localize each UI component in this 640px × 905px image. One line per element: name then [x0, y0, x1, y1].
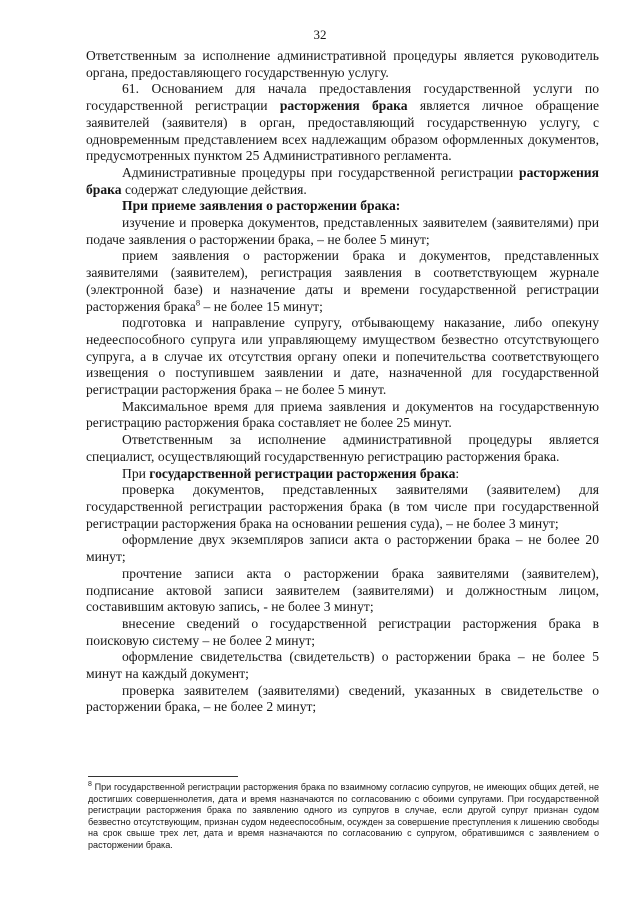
footnote-marker: 8 — [88, 780, 92, 788]
paragraph-text: При — [122, 465, 150, 481]
paragraph-text: Максимальное время для приема заявления и документов на государственную регистрацию расторжения брака составляет не более 25 минут. — [86, 398, 599, 431]
paragraph — [86, 81, 599, 165]
document-body — [86, 48, 599, 716]
paragraph-text: При приеме заявления о расторжении брака: — [122, 198, 401, 214]
paragraph — [86, 315, 599, 399]
paragraph — [86, 215, 599, 248]
paragraph-text: оформление двух экземпляров записи акта о расторжении брака – не более 20 минут; — [86, 532, 599, 565]
paragraph — [86, 683, 599, 716]
paragraph-text: расторжения брака — [86, 164, 599, 197]
paragraph-text: : — [455, 465, 460, 481]
paragraph-text: подготовка и направление супругу, отбывающему наказание, либо опекуну недееспособного супруга или управляющему имуществом безвестно отсутствующего супруга, а в случае их отсутствия органу опеки и попечительства соответствующего извещения о поступившем заявлении и дате, назначенной для государственной регистрации расторжения брака – не более 5 минут. — [86, 315, 599, 398]
paragraph-text: Административные процедуры при государственной регистрации — [122, 164, 520, 180]
paragraph — [86, 165, 599, 198]
footnote-reference: 8 — [195, 297, 201, 308]
paragraph-text: Ответственным за исполнение административной процедуры является руководитель органа, предоставляющего государственную услугу. — [86, 48, 599, 80]
paragraph-text: является личное обращение заявителей (заявителя) в орган, предоставляющий государственную услугу, с одновременным представлением всех надлежащим образом оформленных документов, предусмотренных пунктом 25 Административного регламента. — [86, 98, 600, 164]
paragraph-text: оформление свидетельства (свидетельств) о расторжении брака – не более 5 минут на каждый документ; — [86, 649, 599, 682]
paragraph-text: проверка документов, представленных заявителями (заявителем) для государственной регистрации расторжения брака (в том числе при государственной регистрации расторжения брака на основании решения суда), – не более 3 минут; — [86, 482, 599, 531]
paragraph-text: внесение сведений о государственной регистрации расторжения брака в поисковую систему – не более 2 минут; — [86, 615, 599, 648]
footnote — [88, 782, 599, 852]
footnote-divider — [88, 776, 238, 777]
paragraph — [86, 649, 599, 682]
paragraph-text: прием заявления о расторжении брака и документов, представленных заявителями (заявителем), регистрация заявления в соответствующем журнале (электронной базе) и назначение даты и времени государственной регистрации расторжения брака — [86, 248, 599, 314]
paragraph-text: – не более 15 минут; — [200, 298, 323, 314]
paragraph-text: государственной регистрации расторжения брака — [149, 465, 456, 481]
paragraph — [86, 566, 599, 616]
paragraph-text: расторжения брака — [279, 98, 408, 114]
paragraph-text: изучение и проверка документов, представленных заявителем (заявителями) при подаче заявления о расторжении брака, – не более 5 минут; — [86, 215, 599, 247]
paragraph — [86, 399, 599, 432]
paragraph-text: содержат следующие действия. — [121, 181, 307, 197]
paragraph — [86, 248, 599, 315]
paragraph — [86, 532, 599, 565]
paragraph-text: проверка заявителем (заявителями) сведений, указанных в свидетельстве о расторжении брака, – не более 2 минут; — [86, 682, 599, 715]
paragraph — [86, 432, 599, 465]
paragraph-text: 61. Основанием для начала предоставления государственной услуги по государственной регистрации — [86, 81, 599, 114]
paragraph — [86, 48, 599, 81]
paragraph-text: прочтение записи акта о расторжении брака заявителями (заявителем), подписание актовой записи заявителем (заявителями) и должностным лицом, составившим актовую запись, - не более 3 минут; — [86, 565, 599, 615]
paragraph — [86, 466, 599, 483]
paragraph — [86, 616, 599, 649]
paragraph — [86, 482, 599, 532]
paragraph-text: Ответственным за исполнение административной процедуры является специалист, осуществляющий государственную регистрацию расторжения брака. — [86, 432, 599, 464]
paragraph — [86, 198, 599, 215]
footnote-text: При государственной регистрации расторжения брака по взаимному согласию супругов, не имеющих общих детей, не достигших совершеннолетия, дата и время назначаются по согласованию с обоими супругами. При государственной регистрации расторжения брака по заявлению одного из супругов в случае, если другой супруг признан судом безвестно отсутствующим, признан судом недееспособным, осужден за совершение преступления к лишению свободы на срок свыше трех лет, дата и время назначаются по согласованию с супругом, обратившимся с заявлением о расторжении брака. — [88, 782, 600, 850]
page-number: 32 — [313, 27, 327, 42]
